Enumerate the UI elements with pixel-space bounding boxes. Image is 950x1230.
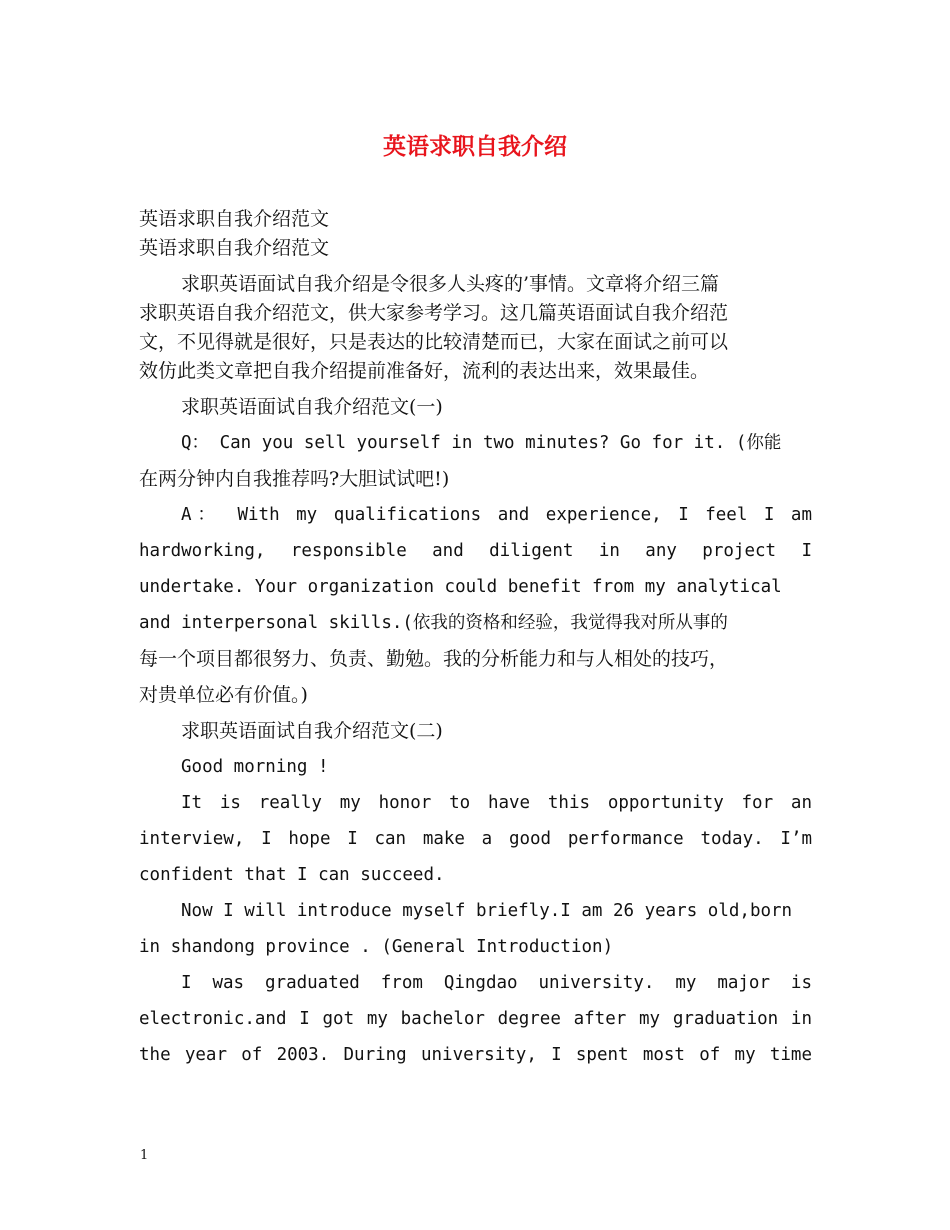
text-line: and interpersonal skills.(依我的资格和经验，我觉得我对所从事的	[139, 613, 728, 633]
section-heading: 求职英语面试自我介绍范文(二)	[181, 720, 443, 742]
text-line: 英语求职自我介绍范文	[139, 237, 330, 259]
text-line: I was graduated from Qingdao university. my major is	[181, 973, 812, 993]
page-number: 1	[140, 1148, 149, 1163]
text-line: A： With my qualifications and experience, I feel I am	[181, 505, 812, 525]
text-line: Good morning !	[181, 757, 329, 777]
text-line: 求职英语面试自我介绍是令很多人头疼的’事情。文章将介绍三篇	[181, 273, 720, 295]
text-line: It is really my honor to have this opportunity for an	[181, 793, 812, 813]
text-line: Now I will introduce myself briefly.I am 26 years old,born	[181, 901, 793, 921]
text-line: 求职英语自我介绍范文，供大家参考学习。这几篇英语面试自我介绍范	[139, 302, 729, 324]
text-line: 在两分钟内自我推荐吗?大胆试试吧!)	[139, 468, 450, 490]
text-line: confident that I can succeed.	[139, 865, 445, 885]
section-heading: 求职英语面试自我介绍范文(一)	[181, 396, 443, 418]
text-line: 每一个项目都很努力、负责、勤勉。我的分析能力和与人相处的技巧，	[139, 648, 729, 670]
text-line: in shandong province . (General Introduction)	[139, 937, 614, 957]
text-line: interview, I hope I can make a good performance today. I’m	[139, 829, 812, 849]
text-line: the year of 2003. During university, I spent most of my time	[139, 1045, 812, 1065]
text-line: 效仿此类文章把自我介绍提前准备好，流利的表达出来，效果最佳。	[139, 360, 710, 382]
text-line: electronic.and I got my bachelor degree after my graduation in	[139, 1009, 812, 1029]
text-line: 对贵单位必有价值。)	[139, 684, 308, 706]
text-line: Q： Can you sell yourself in two minutes? Go for it. (你能	[181, 433, 782, 453]
document-title: 英语求职自我介绍	[383, 133, 567, 160]
document-body	[139, 205, 812, 1077]
text-line: undertake. Your organization could benefit from my analytical	[139, 577, 782, 597]
text-line: 文，不见得就是很好，只是表达的比较清楚而已，大家在面试之前可以	[139, 331, 729, 353]
text-line: hardworking, responsible and diligent in any project I	[139, 541, 812, 561]
text-line: 英语求职自我介绍范文	[139, 208, 330, 230]
